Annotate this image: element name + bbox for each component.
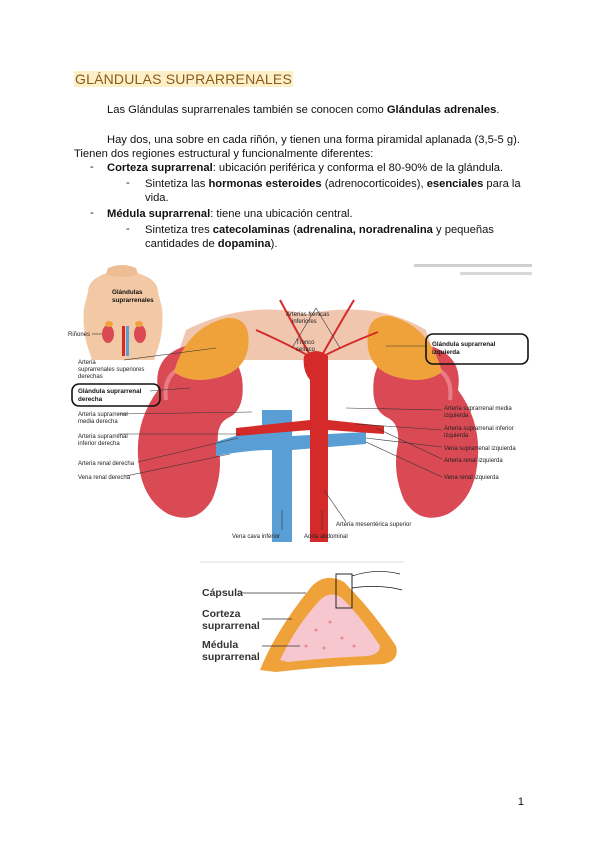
label-medula-2: suprarrenal — [202, 651, 260, 663]
label-corteza-2: suprarrenal — [202, 620, 260, 632]
corteza-subitem — [145, 177, 528, 191]
label-arteria-renal-derecha: Arteria renal derecha — [78, 461, 135, 467]
label-arteria-inferior-izq-2: izquierda — [444, 433, 469, 439]
label-arteria-media-2: media derecha — [78, 419, 118, 425]
label-glandula-derecha-2: derecha — [78, 396, 103, 403]
intro-text: Las Glándulas suprarrenales también se conocen como — [107, 104, 387, 116]
corteza-label: Corteza suprarrenal — [107, 162, 213, 174]
label-arteria-media-izq: Arteria suprarrenal media — [444, 406, 512, 412]
label-arteria-inferior-izq: Arteria suprarrenal inferior — [444, 426, 514, 432]
label-aorta: Aorta abdominal — [304, 534, 348, 540]
intro-paragraph — [107, 103, 499, 117]
paragraph-line-2: Tienen dos regiones estructural y funcionalmente diferentes: — [74, 148, 374, 160]
label-tronco-2: celíaco — [296, 347, 316, 353]
sub-bullet-dash: - — [126, 177, 130, 189]
medula-label: Médula suprarrenal — [107, 208, 211, 220]
page-number: 1 — [517, 796, 524, 808]
inset-label: Glándulas — [112, 289, 143, 296]
corteza-text: : ubicación periférica y conforma el 80-90% de la glándula. — [212, 162, 504, 174]
label-arteria-renal-izq: Arteria renal izquierda — [444, 458, 503, 464]
medula-text: : tiene una ubicación central. — [210, 208, 353, 220]
page-title: GLÁNDULAS SUPRARRENALES — [75, 71, 292, 87]
left-renal-vein — [292, 432, 366, 450]
corteza-sub-bold-2: esenciales — [426, 178, 484, 190]
label-arterias-frenicas-2: inferiores — [292, 319, 317, 325]
bullet-dash: - — [90, 207, 94, 219]
label-arteria-superior-3: derechas — [78, 374, 103, 380]
label-arteria-media: Arteria suprarrenal — [78, 412, 128, 418]
corteza-item — [107, 161, 503, 175]
medula-sub-line2-text: cantidades de — [145, 238, 218, 250]
medula-sub-bold-1: catecolaminas — [212, 224, 290, 236]
medula-sub-post: y pequeñas — [432, 224, 494, 236]
label-arteria-superior: Arteria — [78, 360, 96, 366]
label-glandula-izquierda: Glándula suprarrenal — [432, 341, 496, 348]
adrenal-section-figure — [196, 560, 408, 680]
label-vena-renal-derecha: Vena renal derecha — [78, 475, 131, 481]
corteza-sub-bold-1: hormonas esteroides — [208, 178, 322, 190]
label-arteria-inferior-2: inferior derecha — [78, 441, 120, 447]
label-arterias-frenicas: Arterias frénicas — [286, 312, 330, 318]
label-vena-renal-izq: Vena renal izquierda — [444, 475, 499, 481]
figure-caption-blur — [460, 272, 532, 275]
label-arteria-media-izq-2: izquierda — [444, 413, 469, 419]
intro-end: . — [496, 104, 500, 116]
medula-item — [107, 207, 353, 221]
sub-bullet-dash: - — [126, 223, 130, 235]
intro-bold: Glándulas adrenales — [386, 104, 497, 116]
label-capsula: Cápsula — [202, 587, 243, 599]
medula-subitem — [145, 223, 528, 237]
torso-inset — [84, 265, 163, 360]
medula-sub-text: Sintetiza tres — [145, 224, 213, 236]
figure-caption-blur — [414, 264, 532, 267]
medula-sub-mid: ( — [289, 224, 297, 236]
corteza-sub-line2: vida. — [145, 192, 169, 204]
label-glandula-derecha: Glándula suprarrenal — [78, 388, 142, 395]
paragraph-line-1: Hay dos, una sobre en cada riñón, y tienen una forma piramidal aplanada (3,5-5 g). — [107, 134, 520, 146]
medula-sub-line2 — [145, 237, 277, 251]
medula-sub-bold-2: adrenalina, noradrenalina — [296, 224, 433, 236]
medula-sub-bold-3: dopamina — [217, 238, 271, 250]
label-glandula-izquierda-2: izquierda — [432, 349, 460, 356]
label-medula: Médula — [202, 639, 239, 651]
label-vena-suprarrenal-izq: Vena suprarrenal izquierda — [444, 446, 516, 452]
corteza-sub-post: para la — [483, 178, 521, 190]
adrenal-anatomy-figure — [66, 260, 550, 550]
label-mesenterica: Arteria mesentérica superior — [336, 522, 412, 528]
inset-label: suprarrenales — [112, 297, 154, 304]
label-vena-cava: Vena cava inferior — [232, 534, 281, 540]
bullet-dash: - — [90, 161, 94, 173]
label-tronco: Tronco — [296, 340, 315, 346]
label-corteza: Corteza — [202, 608, 241, 620]
rinones-label: Riñones — [68, 332, 91, 338]
label-arteria-superior-2: suprarrenales superiores — [78, 367, 145, 373]
corteza-sub-text: Sintetiza las — [145, 178, 209, 190]
label-arteria-inferior: Arteria suprarrenal — [78, 434, 128, 440]
medula-sub-line2-end: ). — [270, 238, 278, 250]
left-renal-artery — [328, 420, 384, 434]
corteza-sub-mid: (adrenocorticoides), — [321, 178, 427, 190]
